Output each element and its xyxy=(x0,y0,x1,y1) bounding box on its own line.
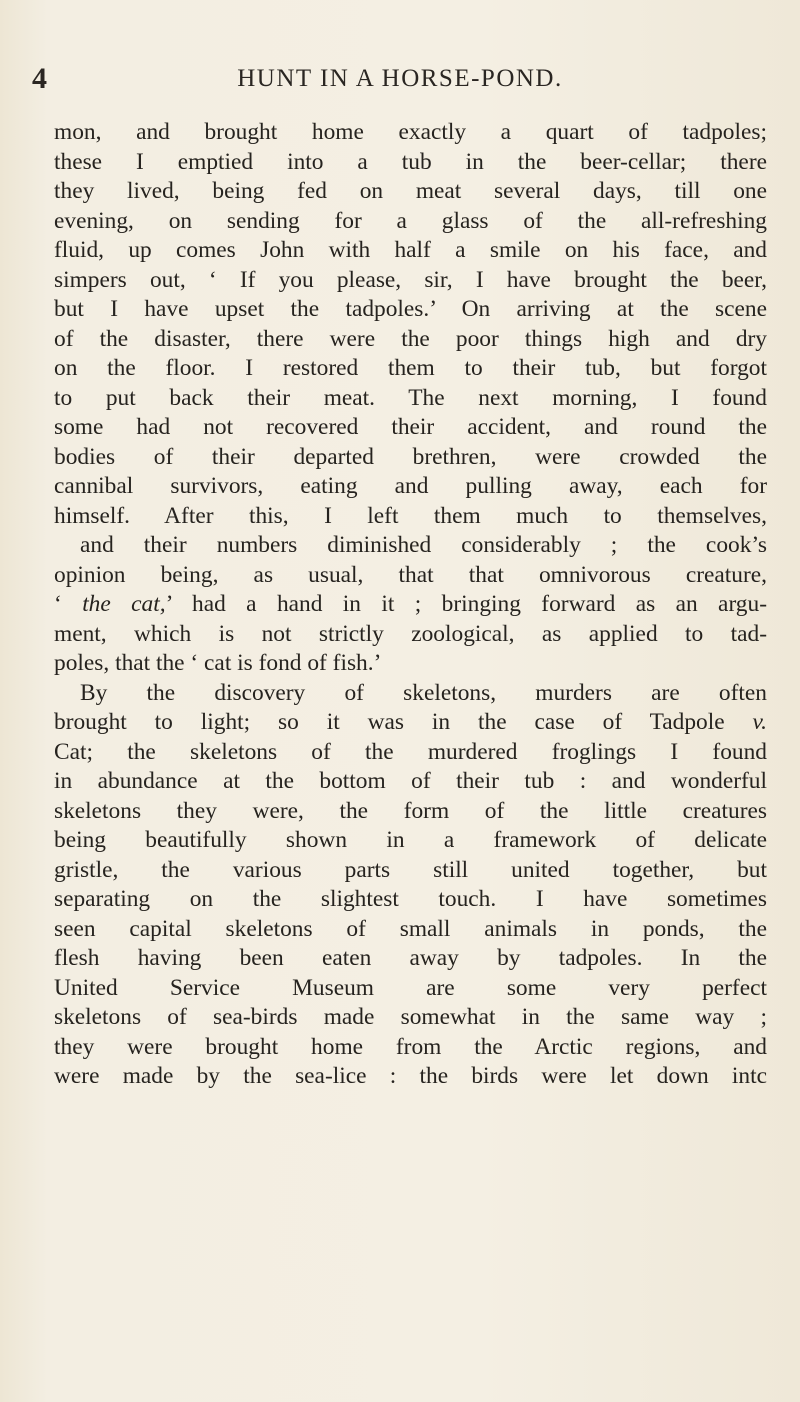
text-line: being beautifully shown in a framework of delicate xyxy=(54,827,767,853)
text-line: skeletons of sea-birds made somewhat in the same way ; xyxy=(54,1004,767,1030)
text-run: ’ had a hand in it ; bringing forward as an argu- xyxy=(165,591,767,617)
page-header xyxy=(30,62,770,96)
text-line: poles, that the ‘ cat is fond of fish.’ xyxy=(54,650,382,676)
text-line: fluid, up comes John with half a smile on his face, and xyxy=(54,237,767,263)
text-run: brought to light; so it was in the case of Tadpole xyxy=(54,709,753,735)
text-line: but I have upset the tadpoles.’ On arriving at the scene xyxy=(54,296,767,322)
italic-run: v. xyxy=(752,709,767,735)
text-line: himself. After this, I left them much to themselves, xyxy=(54,502,767,529)
text-line: skeletons they were, the form of the little creatures xyxy=(54,797,767,824)
text-line: mon, and brought home exactly a quart of tadpoles; xyxy=(54,119,767,145)
text-line: on the floor. I restored them to their tub, but forgot xyxy=(54,355,767,381)
text-line: in abundance at the bottom of their tub : and wonderful xyxy=(54,768,767,794)
text-line: By the discovery of skeletons, murders are often xyxy=(80,679,767,706)
text-line: opinion being, as usual, that that omnivorous creature, xyxy=(54,561,767,588)
text-line: seen capital skeletons of small animals in ponds, the xyxy=(54,915,767,942)
text-line: United Service Museum are some very perfect xyxy=(54,974,767,1001)
running-head: HUNT IN A HORSE-POND. xyxy=(237,65,563,92)
text-line: cannibal survivors, eating and pulling away, each for xyxy=(54,473,767,499)
italic-run: the cat, xyxy=(82,591,166,617)
text-line: they lived, being fed on meat several days, till one xyxy=(54,178,767,204)
text-line: flesh having been eaten away by tadpoles. In the xyxy=(54,945,767,971)
text-line: they were brought home from the Arctic regions, and xyxy=(54,1033,767,1060)
text-line: gristle, the various parts still united together, but xyxy=(54,856,767,883)
text-line: these I emptied into a tub in the beer-cellar; there xyxy=(54,148,767,175)
text-line: of the disaster, there were the poor things high and dry xyxy=(54,325,767,352)
text-line: evening, on sending for a glass of the all-refreshing xyxy=(54,207,767,234)
text-line-mixed xyxy=(54,708,767,738)
text-line: Cat; the skeletons of the murdered froglings I found xyxy=(54,738,767,765)
page-number: 4 xyxy=(32,62,47,95)
text-line: some had not recovered their accident, and round the xyxy=(54,414,767,440)
text-line: were made by the sea-lice : the birds were let down intc xyxy=(54,1063,767,1089)
text-line: to put back their meat. The next morning, I found xyxy=(54,384,767,411)
text-line: bodies of their departed brethren, were crowded the xyxy=(54,443,767,470)
text-run: ‘ xyxy=(54,591,83,617)
body-text xyxy=(54,118,767,1092)
text-line: simpers out, ‘ If you please, sir, I have brought the beer, xyxy=(54,266,767,293)
text-line: ment, which is not strictly zoological, as applied to tad- xyxy=(54,620,767,647)
text-line: and their numbers diminished considerably ; the cook’s xyxy=(80,532,767,558)
text-line: separating on the slightest touch. I have sometimes xyxy=(54,886,767,912)
text-line-mixed xyxy=(54,590,767,620)
